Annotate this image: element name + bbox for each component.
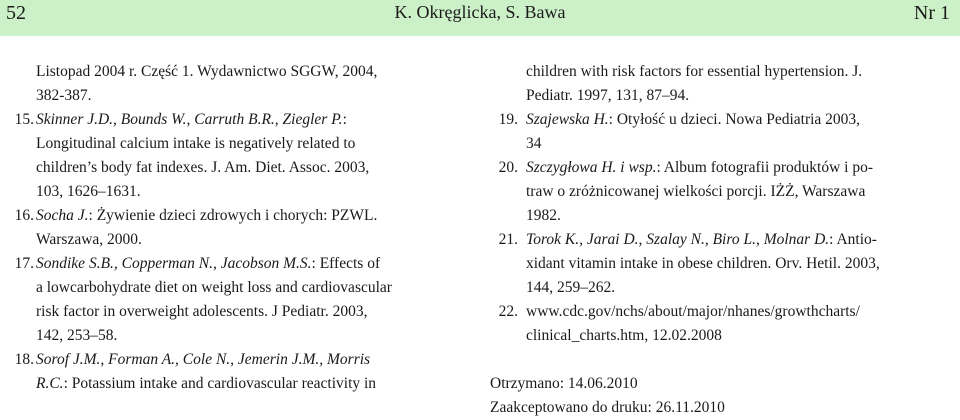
reference-number: 16. <box>14 207 34 224</box>
reference-continuation-line: 382-387. <box>36 87 92 104</box>
reference-authors: Sorof J.M., Forman A., Cole N., Jemerin J.M., Morris <box>36 351 371 368</box>
reference-text: a lowcarbohydrate diet on weight loss and cardiovascular <box>36 279 392 296</box>
reference-authors: Torok K., Jarai D., Szalay N., Biro L., Molnar D. <box>526 231 830 248</box>
reference-text: 144, 259–262. <box>526 279 616 296</box>
reference-text: : Effects of <box>311 255 381 272</box>
reference-text: : Otyłość u dzieci. Nowa Pediatria 2003, <box>608 111 861 128</box>
reference-17 <box>0 252 480 348</box>
reference-authors: Skinner J.D., Bounds W., Carruth B.R., Ziegler P. <box>36 111 343 128</box>
accepted-date: Zaakceptowano do druku: 26.11.2010 <box>490 399 725 416</box>
page-number: 52 <box>6 2 26 24</box>
reference-20 <box>490 156 960 228</box>
reference-text: : Album fotografii produktów i po- <box>656 159 874 176</box>
reference-link: www.cdc.gov/nchs/about/major/nhanes/growthcharts/ <box>526 303 860 320</box>
running-authors: K. Okręglicka, S. Bawa <box>394 2 566 22</box>
reference-authors: Szczygłowa H. i wsp. <box>526 159 657 176</box>
received-date: Otrzymano: 14.06.2010 <box>490 375 638 392</box>
reference-19 <box>490 108 960 156</box>
reference-authors: Socha J. <box>36 207 89 224</box>
reference-text: clinical_charts.htm, 12.02.2008 <box>526 327 722 344</box>
reference-authors: Szajewska H. <box>526 111 609 128</box>
reference-text: risk factor in overweight adolescents. J Pediatr. 2003, <box>36 303 368 320</box>
reference-text: children’s body fat indexes. J. Am. Diet. Assoc. 2003, <box>36 159 370 176</box>
reference-number: 21. <box>498 231 518 248</box>
reference-number: 20. <box>498 159 518 176</box>
reference-number: 15. <box>14 111 34 128</box>
reference-number: 19. <box>498 111 518 128</box>
reference-authors: Sondike S.B., Copperman N., Jacobson M.S. <box>36 255 312 272</box>
left-column <box>0 60 480 396</box>
reference-text: xidant vitamin intake in obese children. Orv. Hetil. 2003, <box>526 255 880 272</box>
reference-text: : <box>342 111 347 128</box>
reference-number: 17. <box>14 255 34 272</box>
reference-18 <box>0 348 480 396</box>
reference-continuation-line: Pediatr. 1997, 131, 87–94. <box>526 87 690 104</box>
reference-text: Longitudinal calcium intake is negatively related to <box>36 135 356 152</box>
page-header <box>0 0 960 36</box>
reference-text: : Żywienie dzieci zdrowych i chorych: PZWL. <box>88 207 378 224</box>
reference-continuation-line: Listopad 2004 r. Część 1. Wydawnictwo SGGW, 2004, <box>36 63 378 80</box>
issue-number: Nr 1 <box>913 2 950 24</box>
reference-text: 1982. <box>526 207 561 224</box>
reference-text: 103, 1626–1631. <box>36 183 141 200</box>
reference-number: 22. <box>498 303 518 320</box>
reference-text: : Potassium intake and cardiovascular reactivity in <box>63 375 377 392</box>
reference-text: Warszawa, 2000. <box>36 231 142 248</box>
reference-15 <box>0 108 480 204</box>
reference-authors: R.C. <box>36 375 64 392</box>
right-column <box>490 60 960 420</box>
reference-16 <box>0 204 480 252</box>
reference-number: 18. <box>14 351 34 368</box>
reference-text: 142, 253–58. <box>36 327 118 344</box>
reference-continuation-line: children with risk factors for essential hypertension. J. <box>526 63 863 80</box>
reference-text: 34 <box>526 135 542 152</box>
reference-text: traw o zróżnicowanej wielkości porcji. IŻŻ, Warszawa <box>526 183 866 200</box>
reference-22 <box>490 300 960 348</box>
reference-21 <box>490 228 960 300</box>
reference-text: : Antio- <box>829 231 877 248</box>
